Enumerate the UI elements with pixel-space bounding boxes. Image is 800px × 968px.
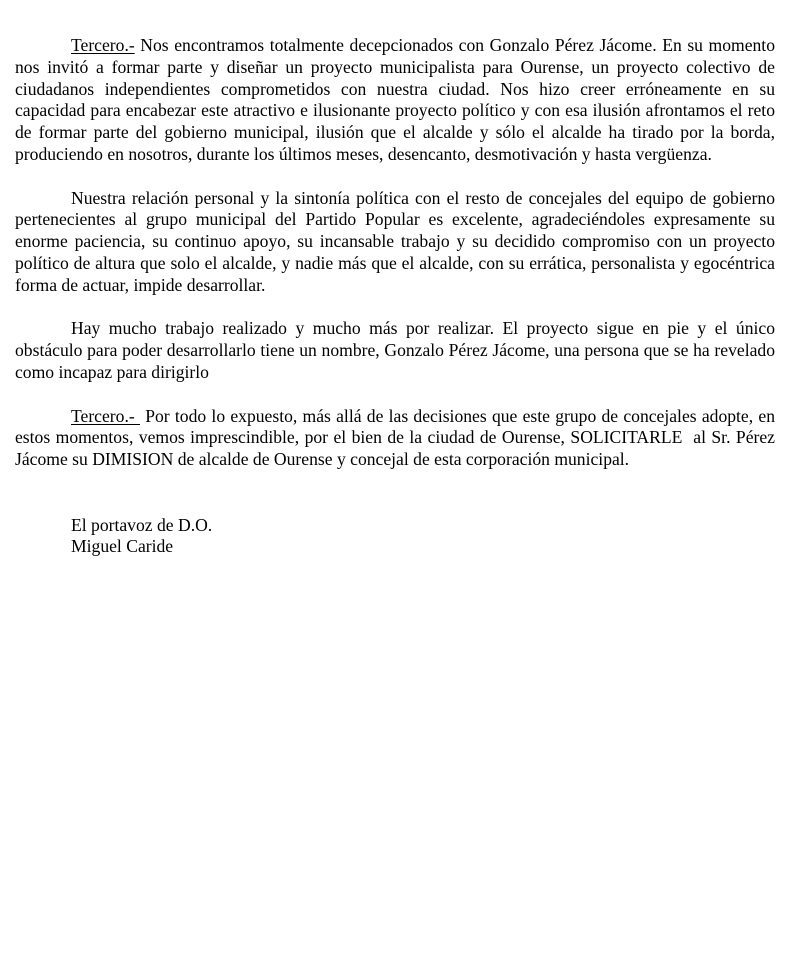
paragraph-spacer	[15, 166, 775, 188]
paragraph-trabajo-realizado	[15, 318, 775, 383]
signature-spacer	[15, 471, 775, 515]
paragraph-relacion-pp	[15, 188, 775, 297]
paragraph-text: Hay mucho trabajo realizado y mucho más por realizar. El proyecto sigue en pie y el único obstáculo para poder desarrollarlo tiene un nombre, Gonzalo Pérez Jácome, una persona que se ha revelado como incapaz para dirigirlo	[15, 318, 775, 382]
signature-name: Miguel Caride	[71, 536, 174, 557]
paragraph-spacer	[15, 384, 775, 406]
section-label: Tercero.-	[71, 35, 135, 55]
paragraph-text: Por todo lo expuesto, más allá de las decisiones que este grupo de concejales adopte, en estos momentos, vemos imprescindible, por el bien de la ciudad de Ourense, SOLICITARLE al Sr. Pérez Jácome su DIMISION de alcalde de Ourense y concejal de esta corporación municipal.	[15, 405, 780, 470]
signature-block	[15, 515, 775, 559]
paragraph-tercero-decepcion	[15, 35, 775, 166]
paragraph-text: Nos encontramos totalmente decepcionados con Gonzalo Pérez Jácome. En su momento nos invitó a formar parte y diseñar un proyecto municipalista para Ourense, un proyecto colectivo de ciudadanos independientes comprometidos con nuestra ciudad. Nos hizo creer erróneamente en su capacidad para encabezar este atractivo e ilusionante proyecto político y con esa ilusión afrontamos el reto de formar parte del gobierno municipal, ilusión que el alcalde y sólo el alcalde ha tirado por la borda, produciendo en nosotros, durante los últimos meses, desencanto, desmotivación y hasta vergüenza.	[15, 35, 775, 164]
paragraph-tercero-dimision	[15, 405, 780, 471]
document-page	[15, 35, 780, 558]
section-label: Tercero.-	[71, 405, 140, 426]
paragraph-text: Nuestra relación personal y la sintonía política con el resto de concejales del equipo de gobierno pertenecientes al grupo municipal del Partido Popular es excelente, agradeciéndoles expresamente su enorme paciencia, su continuo apoyo, su incansable trabajo y su decidido compromiso con un proyecto político de altura que solo el alcalde, y nadie más que el alcalde, con su errática, personalista y egocéntrica forma de actuar, impide desarrollar.	[15, 187, 775, 295]
signature-role: El portavoz de D.O.	[71, 514, 213, 535]
paragraph-spacer	[15, 297, 775, 319]
